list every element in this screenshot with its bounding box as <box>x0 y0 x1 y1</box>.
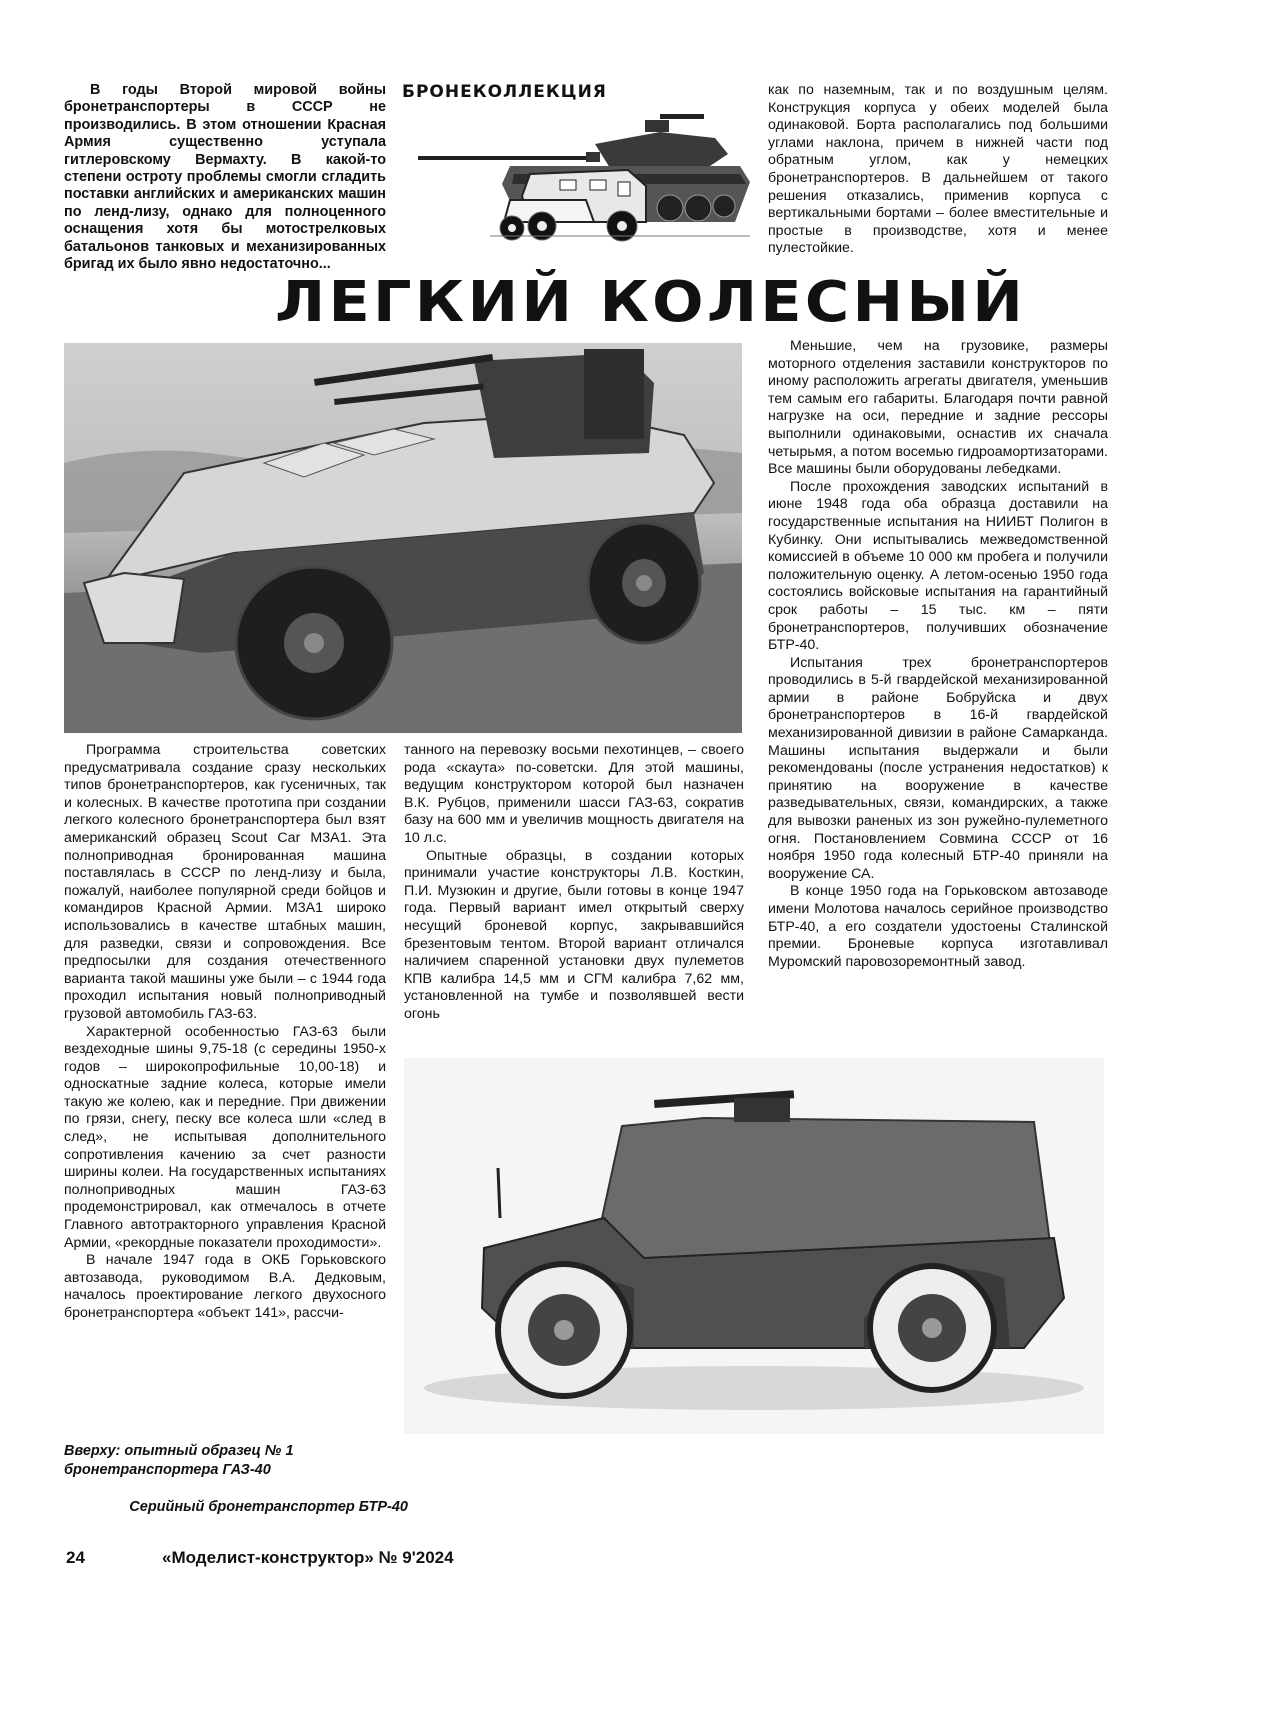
serial-photo <box>404 1058 1104 1434</box>
serial-vehicle-icon <box>404 1058 1104 1434</box>
caption-top <box>64 1442 364 1480</box>
page-number: 24 <box>66 1548 85 1567</box>
left-paragraph-2: Характерной особенностью ГАЗ-63 были вездеходные шины 9,75-18 (с середины 1950-х годов – широкопрофильные 10,00-18) и односкатные задние колеса, которые имели такую же колею, как и передние. При движении по грязи, снегу, песку все колеса шли «след в след», не испытывая дополнительного сопротивления качению за счет разности ширины колеи. На государственных испытаниях полноприводных машин ГАЗ-63 продемонстрировал, как отмечалось в отчете Главного автотракторного управления Красной Армии, «рекордные показатели проходимости». <box>64 1023 386 1251</box>
right-paragraph-2: После прохождения заводских испытаний в июне 1948 года оба образца доставили на государственные испытания на НИИБТ Полигон в Кубинку. Они испытывались межведомственной комиссией в объеме 10 000 км пробега и получили положительную оценку. А летом-осенью 1950 года состоялись войсковые испытания на гарантийный срок работы – 15 тыс. км – пяти бронетранспортеров, получивших обозначение БТР-40. <box>768 478 1108 654</box>
caption-bottom <box>118 1498 408 1517</box>
vehicles-illustration <box>410 104 756 254</box>
page-title: ЛЕГКИЙ КОЛЕСНЫЙ <box>275 270 1027 335</box>
section-title: БРОНЕКОЛЛЕКЦИЯ <box>402 82 607 102</box>
left-paragraph-3: В начале 1947 года в ОКБ Горьковского автозавода, руководимом В.А. Дедковым, началось проектирование легкого двухосного бронетранспортера «объект 141», рассчи- <box>64 1252 386 1321</box>
right-column <box>768 338 1108 971</box>
top-right-text: как по наземным, так и по воздушным целям. Конструкция корпуса у обеих моделей была одинаковой. Борта располагались под большими углами наклона, причем в нижней части под обратным углом, как у немецких бронетранспортеров. В дальнейшем от такого решения отказались, применив корпуса с вертикальными бортами – более вместительные и простые в производстве, хотя и менее пулестойкие. <box>768 82 1108 257</box>
right-paragraph-3: Испытания трех бронетранспортеров проводились в 5-й гвардейской механизированной армии в районе Бобруйска и двух бронетранспортеров в 16-й гвардейской механизированной дивизии в районе Самарканда. Машины испытания выдержали и были рекомендованы (после устранения недостатков) к принятию на вооружение в качестве разведывательных, связи, командирских, а также для вывозки раненых из зон ружейно-пулеметного огня. Постановлением Совмина СССР от 16 ноября 1950 года колесный БТР-40 приняли на вооружение СА. <box>768 654 1108 882</box>
prototype-vehicle-icon <box>64 343 742 733</box>
intro-column <box>64 82 386 273</box>
vehicles-drawing-icon <box>410 104 756 254</box>
middle-column <box>404 742 744 1024</box>
right-paragraph-4: В конце 1950 года на Горьковском автозаводе имени Молотова началось серийное производство БТР-40, а его создатели удостоены Сталинской премии. Броневые корпуса изготавливал Муромский паровозоремонтный завод. <box>768 883 1108 970</box>
right-paragraph-1: Меньшие, чем на грузовике, размеры моторного отделения заставили конструкторов по иному расположить агрегаты двигателя, уменьшив тем самым его габариты. Благодаря почти равной нагрузке на оси, передние и задние рессоры выполнили одинаковыми, оснастив их сначала четырьмя, а потом восемью гидроамортизаторами. Все машины были оборудованы лебедками. <box>768 338 1108 478</box>
left-paragraph-1: Программа строительства советских предусматривала создание сразу нескольких типов бронетранспортеров, как гусеничных, так и колесных. В качестве прототипа при создании легкого колесного бронетранспортера был взят американский образец Scout Car M3A1. Эта полноприводная бронированная машина поставлялась в СССР по ленд-лизу и была, пожалуй, наиболее популярной среди бойцов и командиров Красной Армии. M3A1 широко использовались в качестве штабных машин, для разведки, связи и сопровождения. Все предпосылки для создания отечественного варианта такой машины уже были – с 1944 года проходил испытания новый полноприводный грузовой автомобиль ГАЗ-63. <box>64 742 386 1022</box>
magazine-name: «Моделист-конструктор» № 9'2024 <box>162 1548 454 1567</box>
left-column <box>64 742 386 1323</box>
middle-paragraph-1: танного на перевозку восьми пехотинцев, – своего рода «скаута» по-советски. Для этой машины, ведущим конструктором которой был назначен В.К. Рубцов, применили шасси ГАЗ-63, сократив базу на 600 мм и увеличив мощность двигателя на 10 л.с. <box>404 742 744 846</box>
intro-text: В годы Второй мировой войны бронетранспортеры в СССР не производились. В этом отношении Красная Армия существенно уступала гитлеровскому Вермахту. В какой-то степени остроту проблемы смогли сгладить поставки английских и американских машин по ленд-лизу, однако для полноценного оснащения хотя бы мотострелковых батальонов танковых и механизированных бригад их было явно недостаточно... <box>64 82 386 273</box>
caption-top-text: Вверху: опытный образец № 1 бронетранспортера ГАЗ-40 <box>64 1443 294 1478</box>
caption-bottom-text: Серийный бронетранспортер БТР-40 <box>129 1499 408 1515</box>
prototype-photo <box>64 343 742 733</box>
middle-paragraph-2: Опытные образцы, в создании которых принимали участие конструкторы Л.В. Косткин, П.И. Музюкин и другие, были готовы в конце 1947 года. Первый вариант имел открытый сверху несущий броневой корпус, закрывавшийся брезентовым тентом. Второй вариант отличался наличием спаренной установки двух пулеметов КПВ калибра 14,5 мм и СГМ калибра 7,62 мм, установленной на тумбе и позволявшей вести огонь <box>404 847 744 1022</box>
top-right-column <box>768 82 1108 258</box>
